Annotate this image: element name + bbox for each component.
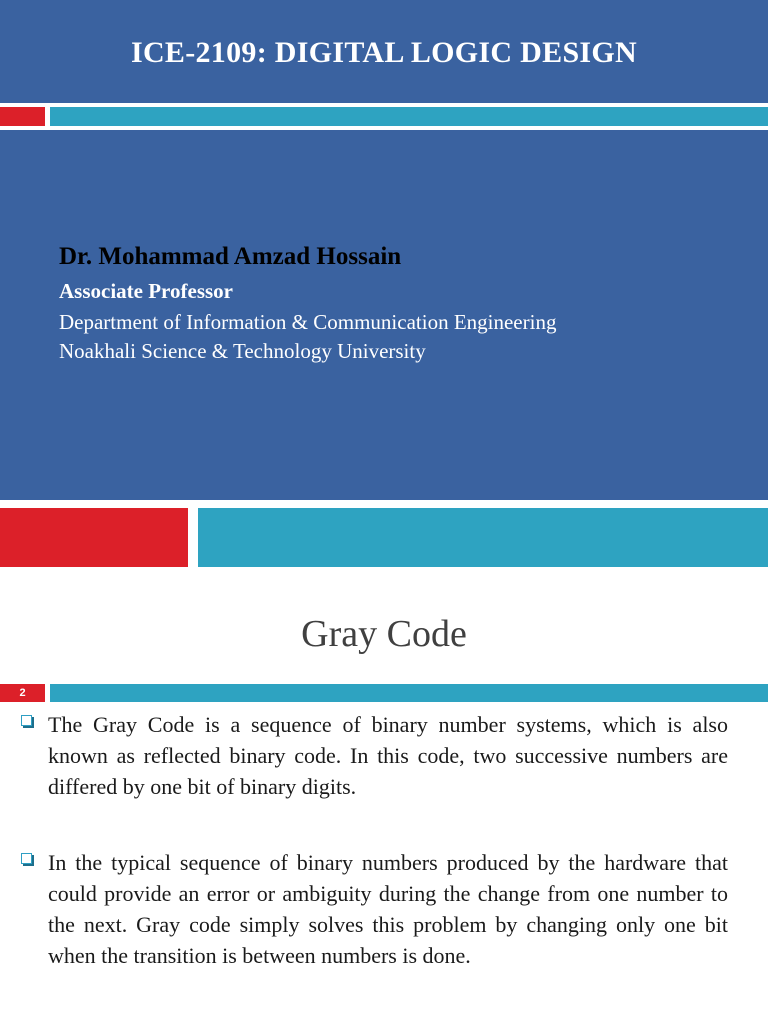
bullet-item (18, 709, 728, 802)
footer-block-teal (198, 508, 768, 567)
course-title: ICE-2109: DIGITAL LOGIC DESIGN (130, 36, 638, 69)
bullet-item (18, 847, 728, 971)
slide-number-badge: 2 (0, 684, 45, 702)
title-slide-body (0, 130, 768, 500)
bullet-text: The Gray Code is a sequence of binary number systems, which is also known as reflected binary code. In this code, two successive numbers are differed by one bit of binary digits. (48, 712, 728, 799)
slide-title: Gray Code (301, 613, 467, 655)
title-slide-header (0, 0, 768, 103)
author-university: Noakhali Science & Technology University (59, 339, 426, 363)
author-name: Dr. Mohammad Amzad Hossain (59, 243, 402, 270)
footer-block-red (0, 508, 188, 567)
square-bullet-icon (21, 715, 32, 726)
author-role: Associate Professor (59, 279, 233, 303)
bullet-text: In the typical sequence of binary numbers produced by the hardware that could provide an error or ambiguity during the change from one number to the next. Gray code simply solves this problem by changing only one bit when the transition is between numbers is done. (48, 850, 728, 968)
accent-bar-red (0, 107, 45, 126)
author-department: Department of Information & Communication Engineering (59, 310, 557, 334)
square-bullet-icon (21, 853, 32, 864)
accent-bar-teal (50, 107, 768, 126)
slide-divider-bar (50, 684, 768, 702)
